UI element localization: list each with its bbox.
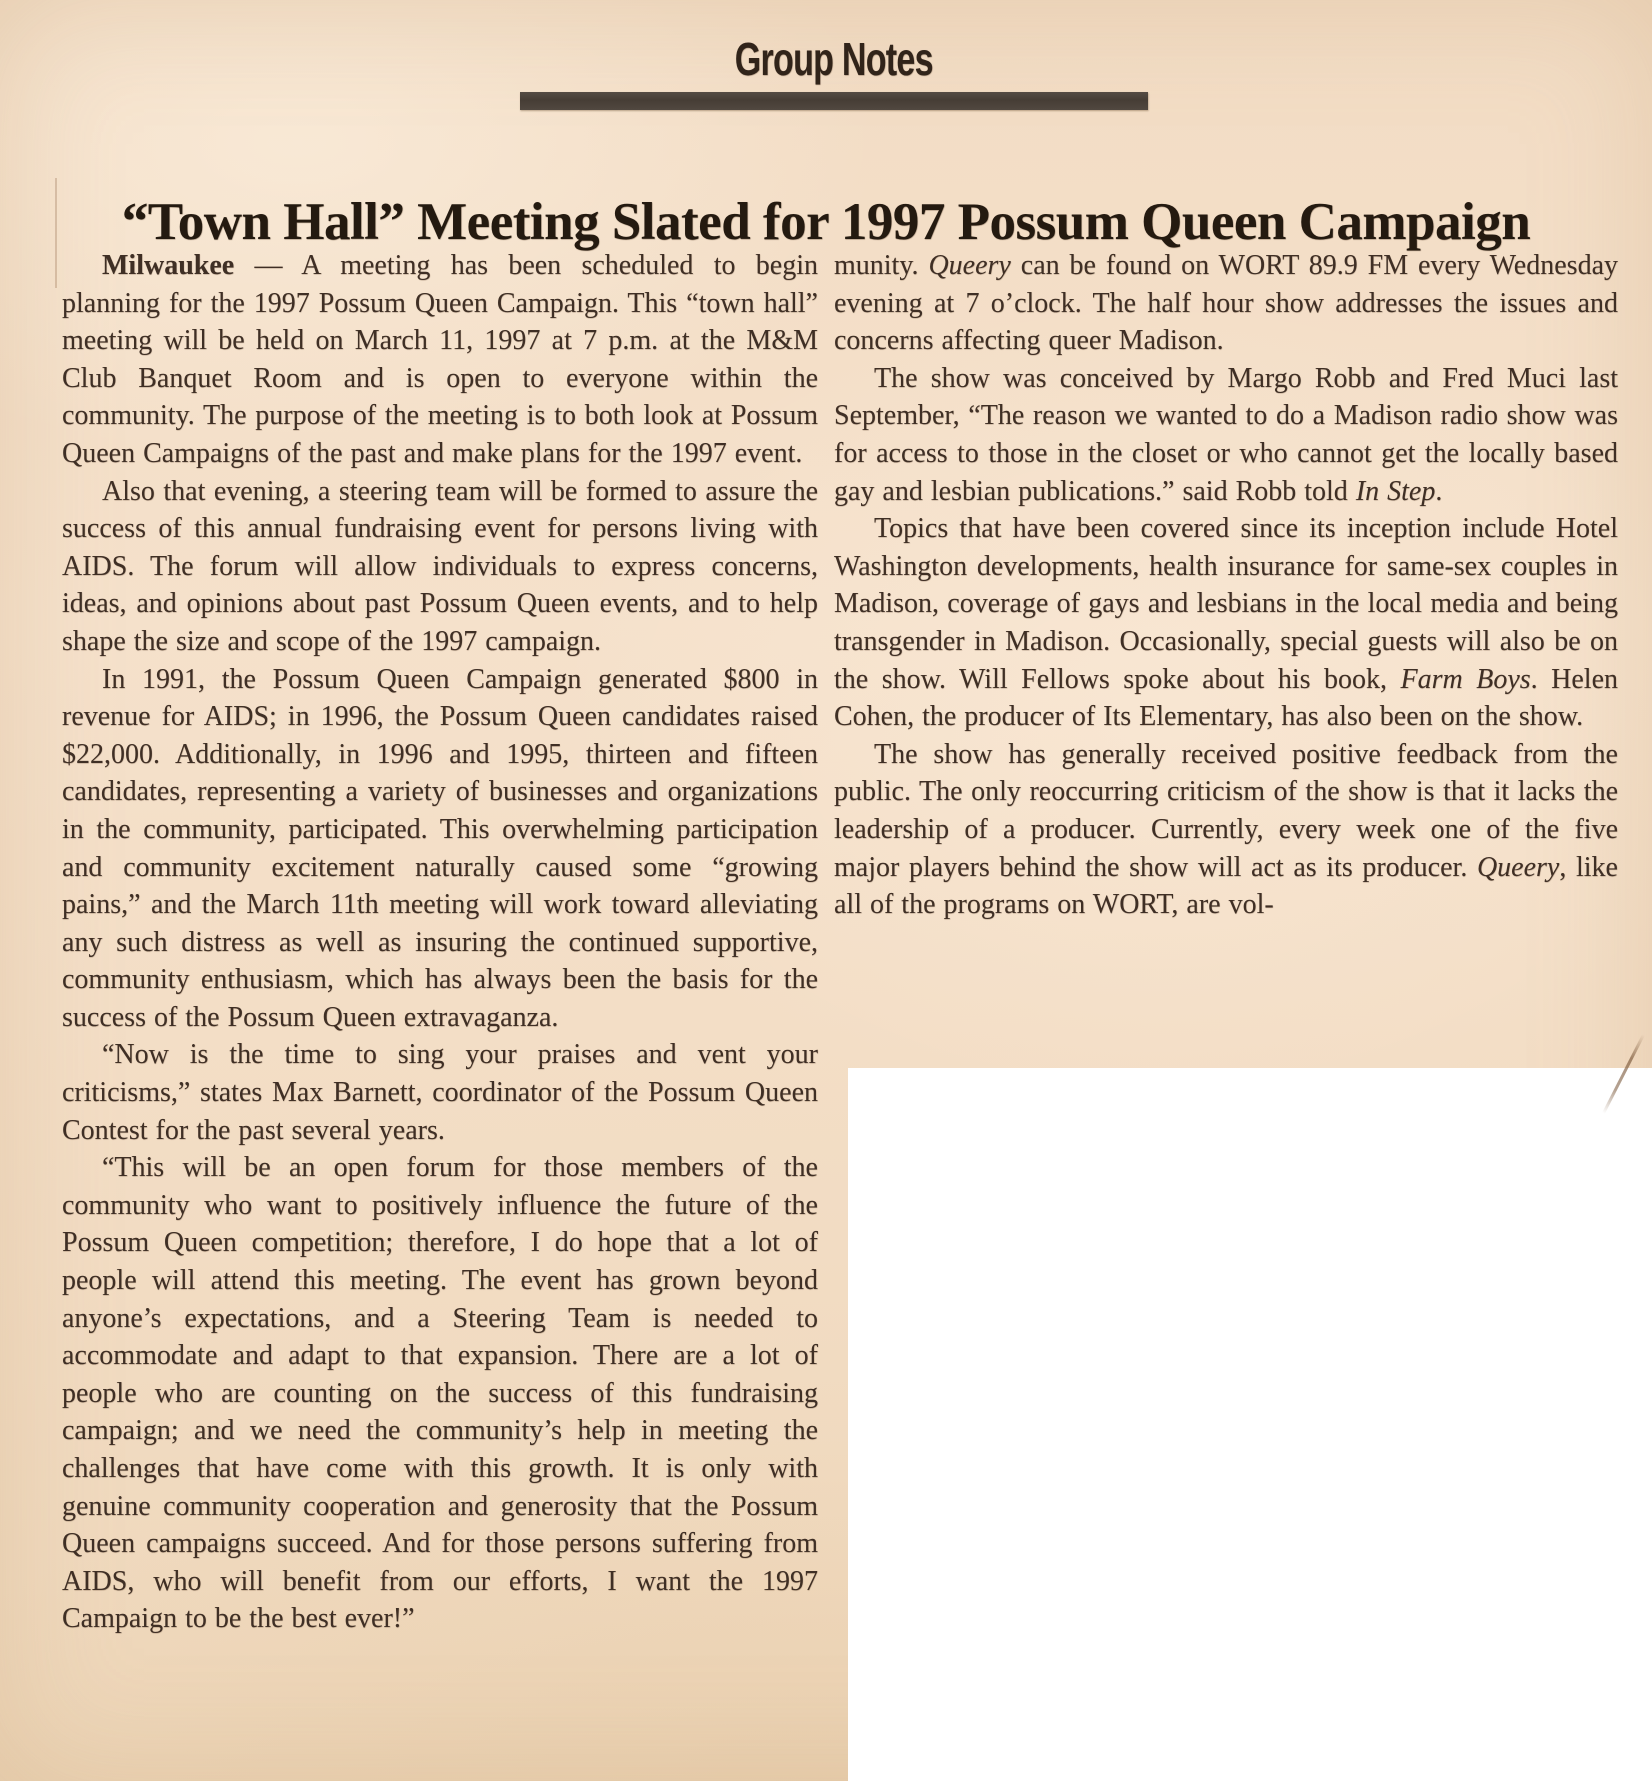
page-crease-mark-left: [55, 178, 57, 288]
section-header: Group Notes: [735, 33, 933, 85]
paragraph: [834, 360, 1618, 510]
body-text: — A meeting has been scheduled to begin planning for the 1997 Possum Queen Campaign. This “town hall” meeting will be held on March 11, 1997 at 7 p.m. at the M&M Club Banquet Room and is open to everyone within the community. The purpose of the meeting is to both look at Possum Queen Campaigns of the past and make plans for the 1997 event.: [62, 250, 818, 469]
body-text: The show has generally received positive feedback from the public. The only reoccurring criticism of the show is that it lacks the leadership of a producer. Currently, every week one of the five major players behind the show will act as its producer.: [834, 738, 1618, 883]
scan-white-patch: [848, 1068, 1652, 1781]
body-text: munity.: [834, 250, 929, 281]
body-text: “This will be an open forum for those members of the community who want to positively influence the future of the Possum Queen competition; therefore, I do hope that a lot of people will attend this meeting. The event has grown beyond anyone’s expectations, and a Steering Team is needed to accommodate and adapt to that expansion. There are a lot of people who are counting on the success of this fundraising campaign; and we need the community’s help in meeting the challenges that have come with this growth. It is only with genuine community cooperation and generosity that the Possum Queen campaigns succeed. And for those persons suffering from AIDS, who will benefit from our efforts, I want the 1997 Campaign to be the best ever!”: [62, 1152, 818, 1635]
bold-text: Milwaukee: [102, 250, 235, 281]
body-text: . Helen Cohen, the producer of Its Elementary, has also been on the show.: [834, 663, 1619, 733]
paragraph: [62, 1036, 818, 1149]
paragraph: [62, 473, 818, 661]
paragraph: [62, 247, 818, 473]
body-text: Also that evening, a steering team will be formed to assure the success of this annual fundraising event for persons living with AIDS. The forum will allow individuals to express concerns, ideas, and opinions about past Possum Queen events, and to help shape the size and scope of the 1997 campaign.: [62, 475, 818, 657]
body-text: Topics that have been covered since its inception include Hotel Washington developments, health insurance for same-sex couples in Madison, coverage of gays and lesbians in the local media and being transgender in Madison. Occasionally, special guests will also be on the show. Will Fellows spoke about his book,: [834, 513, 1618, 695]
italic-text: Farm Boys: [1400, 663, 1531, 695]
body-text: In 1991, the Possum Queen Campaign generated $800 in revenue for AIDS; in 1996, the Possum Queen candidates raised $22,000. Additionally, in 1996 and 1995, thirteen and fifteen candidates, representing a variety of businesses and organizations in the community, participated. This overwhelming participation and community excitement naturally caused some “growing pains,” and the March 11th meeting will work toward alleviating any such distress as well as insuring the continued supportive, community enthusiasm, which has always been the basis for the success of the Possum Queen extravaganza.: [62, 663, 818, 1033]
paragraph: [834, 247, 1618, 360]
article-column-left: [62, 247, 818, 1638]
article-headline: “Town Hall” Meeting Slated for 1997 Possum Queen Campaign: [121, 192, 1531, 251]
paragraph: [62, 1149, 818, 1638]
section-header-rule: [520, 92, 1148, 110]
body-text: .: [1435, 475, 1443, 507]
body-text: The show was conceived by Margo Robb and Fred Muci last September, “The reason we wanted to do a Madison radio show was for access to those in the closet or who cannot get the locally based gay and lesbian publications.” said Robb told: [834, 362, 1618, 507]
body-text: , like all of the programs on WORT, are vol-: [834, 851, 1618, 921]
paragraph: [834, 510, 1618, 736]
italic-text: Queery: [928, 250, 1011, 281]
paragraph: [62, 661, 818, 1037]
italic-text: In Step: [1355, 475, 1436, 507]
section-header-wrap: [520, 33, 1148, 85]
italic-text: Queery: [1476, 851, 1560, 883]
paragraph: [834, 736, 1618, 924]
body-text: can be found on WORT 89.9 FM every Wednesday evening at 7 o’clock. The half hour show addresses the issues and concerns affecting queer Madison.: [834, 250, 1618, 357]
body-text: “Now is the time to sing your praises and vent your criticisms,” states Max Barnett, coordinator of the Possum Queen Contest for the past several years.: [62, 1039, 818, 1146]
